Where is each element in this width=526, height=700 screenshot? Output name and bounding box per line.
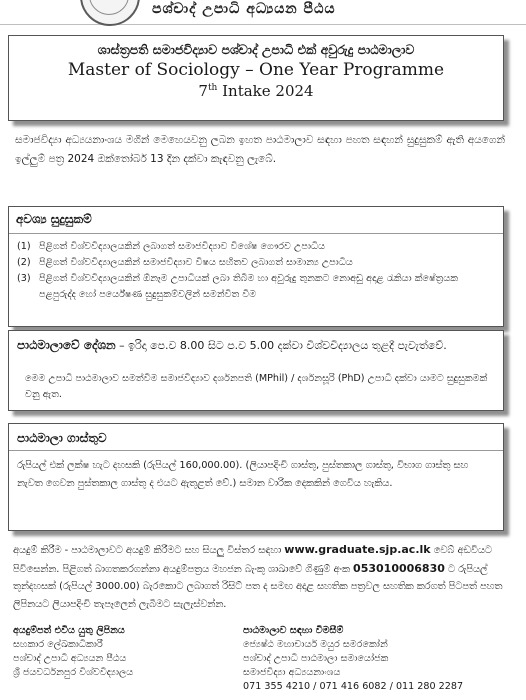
divider [9,233,503,234]
lectures-box [8,330,504,411]
requirement-text: පිළිගත් විශ්වවිද්‍යාලයකින් සමාජවිද්‍යාව විෂය සහිතව ලබාගත් සාමාන්‍ය උපාධිය [39,257,353,268]
title-sinhala: ශාස්ත්‍රපති සමාජවිද්‍යාව පශ්චාද් උපාධි එක් අවුරුදු පාඨමාලාව [97,42,415,57]
contact-line: පශ්චාද් උපාධි පාඨමාලා සමායෝජක [243,653,389,664]
requirement-number: (2) [17,257,31,268]
intake-line [9,82,503,100]
intake-text: Intake 2024 [217,82,314,100]
intake-suffix: th [207,83,218,93]
application-address [13,624,253,680]
apply-text-3: ට රුපියල් තුන්දහසක් (රුපියල් 3000.00) බැරකොට ලබාගත් රිසිට් පත ද සමඟ අදාළ සහතික පත්‍රවල සහතික කරගත් පිටපත් පහත ලිපිනයට ලියාපදිංචි තැපෑලෙන් ලැබීමට සැලැස්වන්න. [13,563,503,610]
requirement-item [17,239,495,255]
requirement-number: (3) [17,273,31,284]
inquiries-heading: පාඨමාලාව සඳහා විමසීම් [243,625,344,636]
requirement-number: (1) [17,241,31,252]
lectures-line [17,338,495,353]
account-number: 053010006830 [353,561,445,575]
intro-paragraph: සමාජවිද්‍යා අධ්‍යයනාංශය මගින් මෙහෙයවනු ලබන ඉහත පාඨමාලාව සඳහා පහත සඳහන් සුදුසුකම් ඇති අයගෙන් ඉල්ලුම් පත්‍ර 2024 ඔක්තෝබර් 13 දින දක්වා කැඳවනු ලැබේ. [15,134,505,165]
header [0,0,526,25]
contact-line: සමාජවිද්‍යා අධ්‍යයනාංශය [243,667,341,678]
requirement-item [17,271,495,303]
fees-text: රුපියල් එක් ලක්ෂ හැට දහසකි (රුපියල් 160,000.00). (ලියාපදිංචි ගාස්තු, පුස්තකාල ගාස්තු, විභාග ගාස්තු සහ නැවත ගෙවන පුස්තකාල ගාස්තු ද එයට ඇතුළත් වේ.) සමාන වාරික දෙකකින් ගෙවිය හැකිය. [17,460,469,489]
lectures-note: මෙම උපාධි පාඨමාලාව සමත්වීම සමාජවිද්‍යාව දර්ශනපති (MPhil) / දර්ශනසූරි (PhD) උපාධි දක්වා යාමට සුදුසුකමක් වනු ඇත. [25,373,488,400]
address-heading: අයදුම්පත් එවිය යුතු ලිපිනය [13,625,125,636]
title-box [8,35,504,121]
fees-heading: පාඨමාලා ගාස්තුව [17,431,107,445]
divider [9,450,503,451]
lectures-detail: – ඉරිදා පෙ.ව 8.00 සිට ප.ව 5.00 දක්වා විශ්වවිද්‍යාලය තුළදී පැවැත්වේ. [115,339,447,352]
faculty-name: පශ්චාද් උපාධි අධ්‍යයන පීඨය [152,1,336,17]
lectures-heading: පාඨමාලාවේ දේශන [17,338,116,352]
address-line: ශ්‍රී ජයවර්ධනපුර විශ්වවිද්‍යාලය [13,667,134,678]
address-line: පශ්චාද් උපාධි අධ්‍යයන පීඨය [13,653,127,664]
apply-text-2: වෙබ් අඩවියට පිවිසෙන්න. පිළිගත් බාගතකරගන්නා අයදුම්පත්‍රය මහජන බැංකු ශාඛාවේ ගිණුම් අංක [13,545,492,575]
address-line: සහකාර ලේඛකාධිකාරී [13,639,103,650]
contact-phone: 071 355 4210 / 071 416 6082 / 011 280 2287 [243,681,464,692]
university-seal-logo [80,0,140,26]
title-english: Master of Sociology – One Year Programme [67,60,445,80]
requirements-heading: අවශ්‍ය සුදුසුකම් [16,212,92,226]
requirement-item [17,255,495,271]
requirement-text: පිළිගත් විශ්වවිද්‍යාලයකින් ඕනෑම උපාධියක් ලබා තිබීම හා අවුරුදු තුනකට නොඅඩු අදාළ රැකියා ක්ෂේත්‍රයක පළපුරුද්ද හෝ පර්යේෂණ සුදුසුකම්වලින් සමන්විත වීම [39,273,459,300]
fees-box [8,423,504,531]
application-instructions [13,541,503,613]
apply-text-1: අයදුම් කිරීම - පාඨමාලාවට අයදුම් කිරීමට සහ සියලු විස්තර සඳහා [13,545,285,556]
website-link[interactable]: www.graduate.sjp.ac.lk [284,543,431,556]
intake-number: 7 [198,82,208,100]
requirements-list [17,239,495,303]
inquiries-contact [243,624,523,694]
contact-line: ජ්‍යෙෂ්ඨ මහාචාර්ය මයුර සමරකෝන් [243,639,388,650]
requirement-text: පිළිගත් විශ්වවිද්‍යාලයකින් ලබාගත් සමාජවිද්‍යාව විශේෂ ගෞරව උපාධිය [39,241,325,252]
requirements-box [8,206,504,327]
